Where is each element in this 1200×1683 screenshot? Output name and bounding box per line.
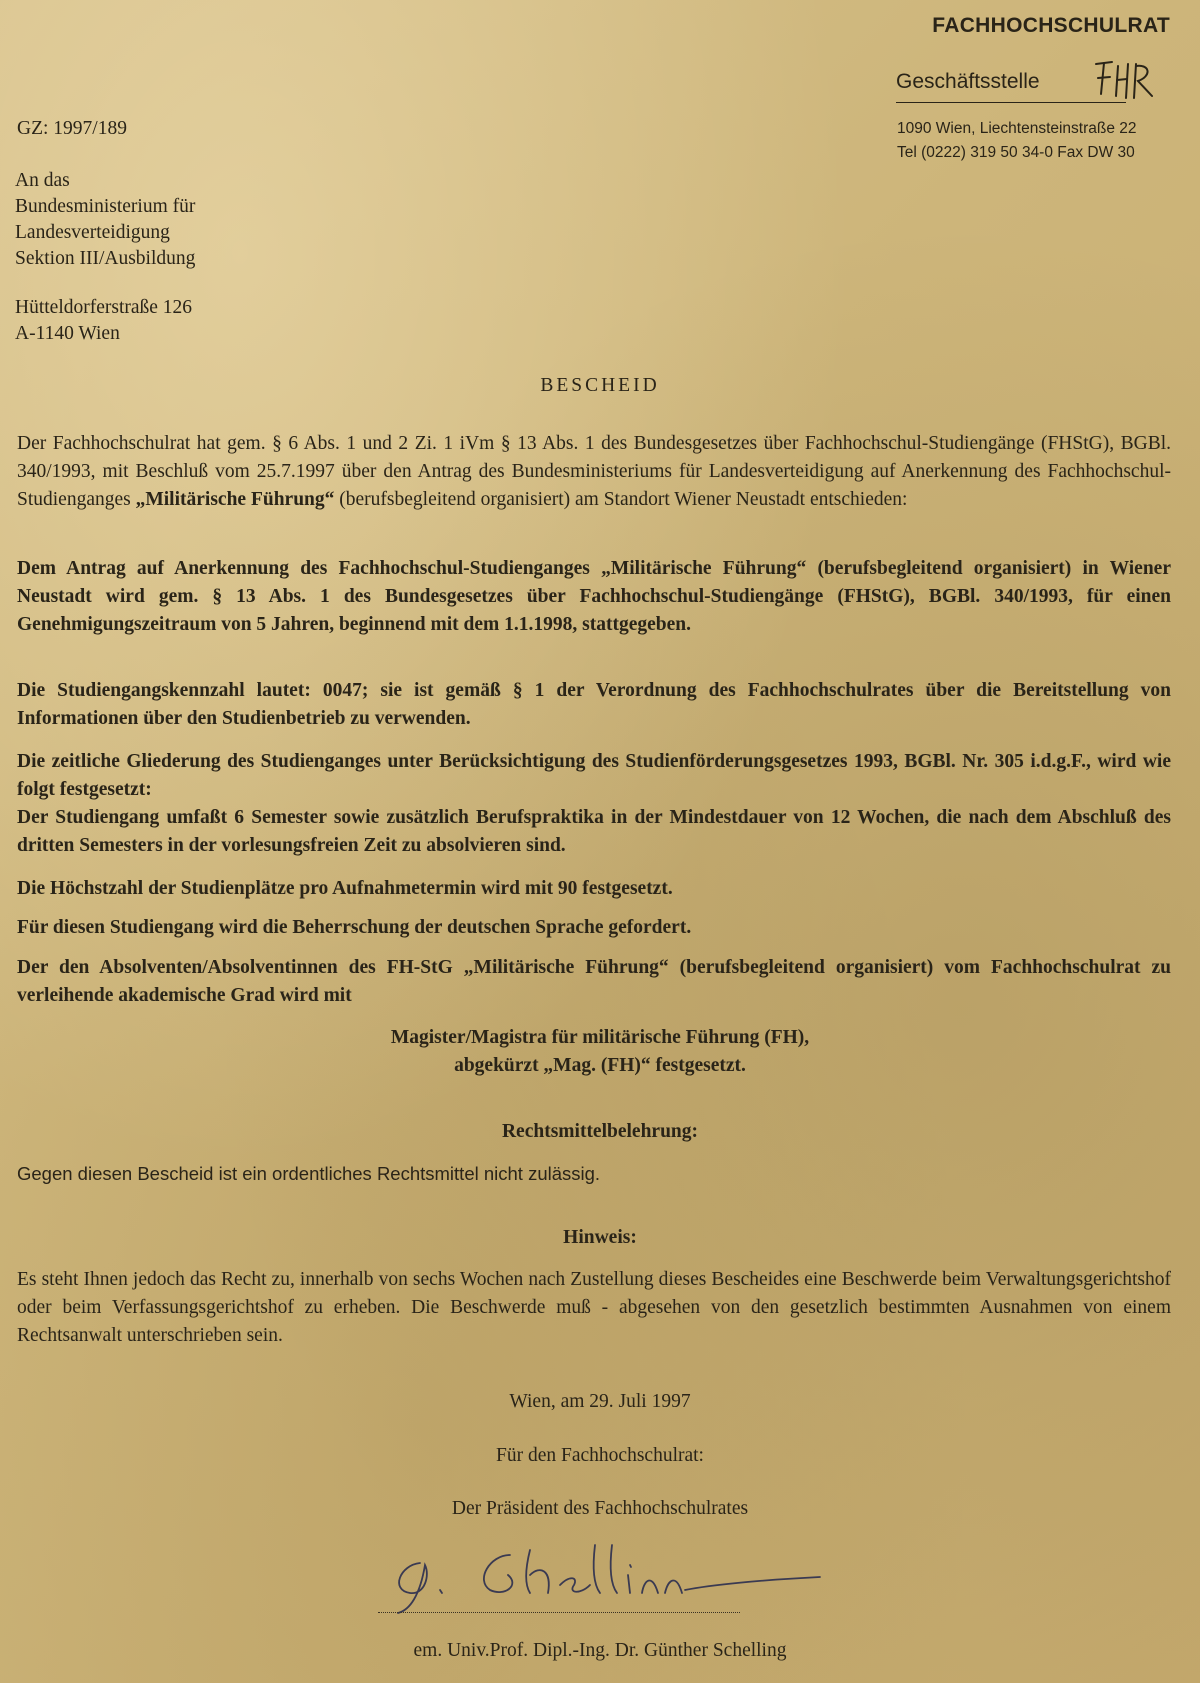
remedy-heading: Rechtsmittelbelehrung:: [501, 1121, 699, 1142]
signing-authority: Für den Fachhochschulrat:: [496, 1445, 704, 1466]
paragraph-capacity: Die Höchstzahl der Studienplätze pro Aufnahmetermin wird mit 90 festgesetzt.: [17, 878, 673, 899]
degree-line: Magister/Magistra für militärische Führung (FH),: [390, 1027, 810, 1048]
signatory-name: em. Univ.Prof. Dipl.-Ing. Dr. Günther Schelling: [413, 1640, 787, 1661]
paragraph-structure-intro: Die zeitliche Gliederung des Studienganges unter Berücksichtigung des Studienförderungsgesetzes 1993, BGBl. Nr. 305 i.d.g.F., wird wie folgt festgesetzt:: [17, 751, 1171, 800]
recipient-street: Hütteldorferstraße 126: [15, 297, 193, 318]
handwritten-initials-mark: [1090, 54, 1160, 109]
recipient-city: A-1140 Wien: [15, 323, 120, 344]
recipient-line: An das: [15, 170, 70, 191]
place-date: Wien, am 29. Juli 1997: [509, 1391, 691, 1412]
document-title: BESCHEID: [540, 375, 660, 396]
letterhead-phone: Tel (0222) 319 50 34-0 Fax DW 30: [897, 144, 1135, 161]
paragraph-structure-detail: Der Studiengang umfaßt 6 Semester sowie zusätzlich Berufspraktika in der Mindestdauer von 12 Wochen, die nach dem Abschluß des dritten Semesters in der vorlesungsfreien Zeit zu absolvieren sind.: [17, 807, 1171, 856]
recipient-line: Landesverteidigung: [15, 222, 170, 243]
degree-title: [0, 1024, 1200, 1080]
remedy-text: Gegen diesen Bescheid ist ein ordentliches Rechtsmittel nicht zulässig.: [17, 1163, 601, 1184]
notice-text: Es steht Ihnen jedoch das Recht zu, innerhalb von sechs Wochen nach Zustellung dieses Bescheides eine Beschwerde beim Verwaltungsgerichtshof oder beim Verfassungsgerichtshof zu erheben. Die Beschwerde muß - abgesehen von den gesetzlich bestimmten Ausnahmen von einem Rechtsanwalt unterschrieben sein.: [17, 1269, 1171, 1346]
handwritten-signature: [380, 1535, 860, 1615]
paragraph-structure: [17, 748, 1171, 860]
signatory-role: Der Präsident des Fachhochschulrates: [451, 1498, 749, 1519]
paragraph-text: (berufsbegleitend organisiert) am Standort Wiener Neustadt entschieden:: [334, 489, 908, 510]
reference-number: GZ: 1997/189: [17, 118, 127, 139]
paragraph-language: Für diesen Studiengang wird die Beherrschung der deutschen Sprache gefordert.: [17, 917, 692, 938]
paragraph-approval: Dem Antrag auf Anerkennung des Fachhochschul-Studienganges „Militärische Führung“ (berufsbegleitend organisiert) in Wiener Neustadt wird gem. § 13 Abs. 1 des Bundesgesetzes über Fachhochschul-Studiengänge (FHStG), BGBl. 340/1993, für einen Genehmigungszeitraum von 5 Jahren, beginnend mit dem 1.1.1998, stattgegeben.: [17, 558, 1171, 635]
paragraph-decision-intro: [17, 430, 1171, 514]
letterhead-office: Geschäftsstelle: [896, 70, 1040, 93]
recipient-block: [15, 168, 195, 272]
recipient-line: Sektion III/Ausbildung: [15, 248, 196, 269]
notice-heading: Hinweis:: [563, 1227, 637, 1248]
letterhead-address: 1090 Wien, Liechtensteinstraße 22: [897, 120, 1137, 137]
paragraph-degree: Der den Absolventen/Absolventinnen des FH-StG „Militärische Führung“ (berufsbegleitend organisiert) vom Fachhochschulrat zu verleihende akademische Grad wird mit: [17, 957, 1171, 1006]
recipient-line: Bundesministerium für: [15, 196, 196, 217]
paragraph-program-code: Die Studiengangskennzahl lautet: 0047; sie ist gemäß § 1 der Verordnung des Fachhochschulrates über die Bereitstellung von Informationen über den Studienbetrieb zu verwenden.: [17, 680, 1171, 729]
paragraph-text: Der Fachhochschulrat hat gem. § 6 Abs. 1 und 2 Zi. 1 iVm § 13 Abs. 1 des Bundesgesetzes über Fachhochschul-Studiengänge (FHStG), BGBl. 340/1993, mit Beschluß vom 25.7.1997 über den Antrag des Bundesministeriums für Landesverteidigung auf Anerkennung des Fachhochschul-Studienganges: [17, 433, 1171, 510]
recipient-address: [15, 295, 192, 347]
program-name: „Militärische Führung“: [135, 489, 335, 510]
degree-line: abgekürzt „Mag. (FH)“ festgesetzt.: [454, 1055, 746, 1076]
signature-line: [378, 1612, 740, 1613]
letterhead-organization: FACHHOCHSCHULRAT: [932, 14, 1170, 37]
